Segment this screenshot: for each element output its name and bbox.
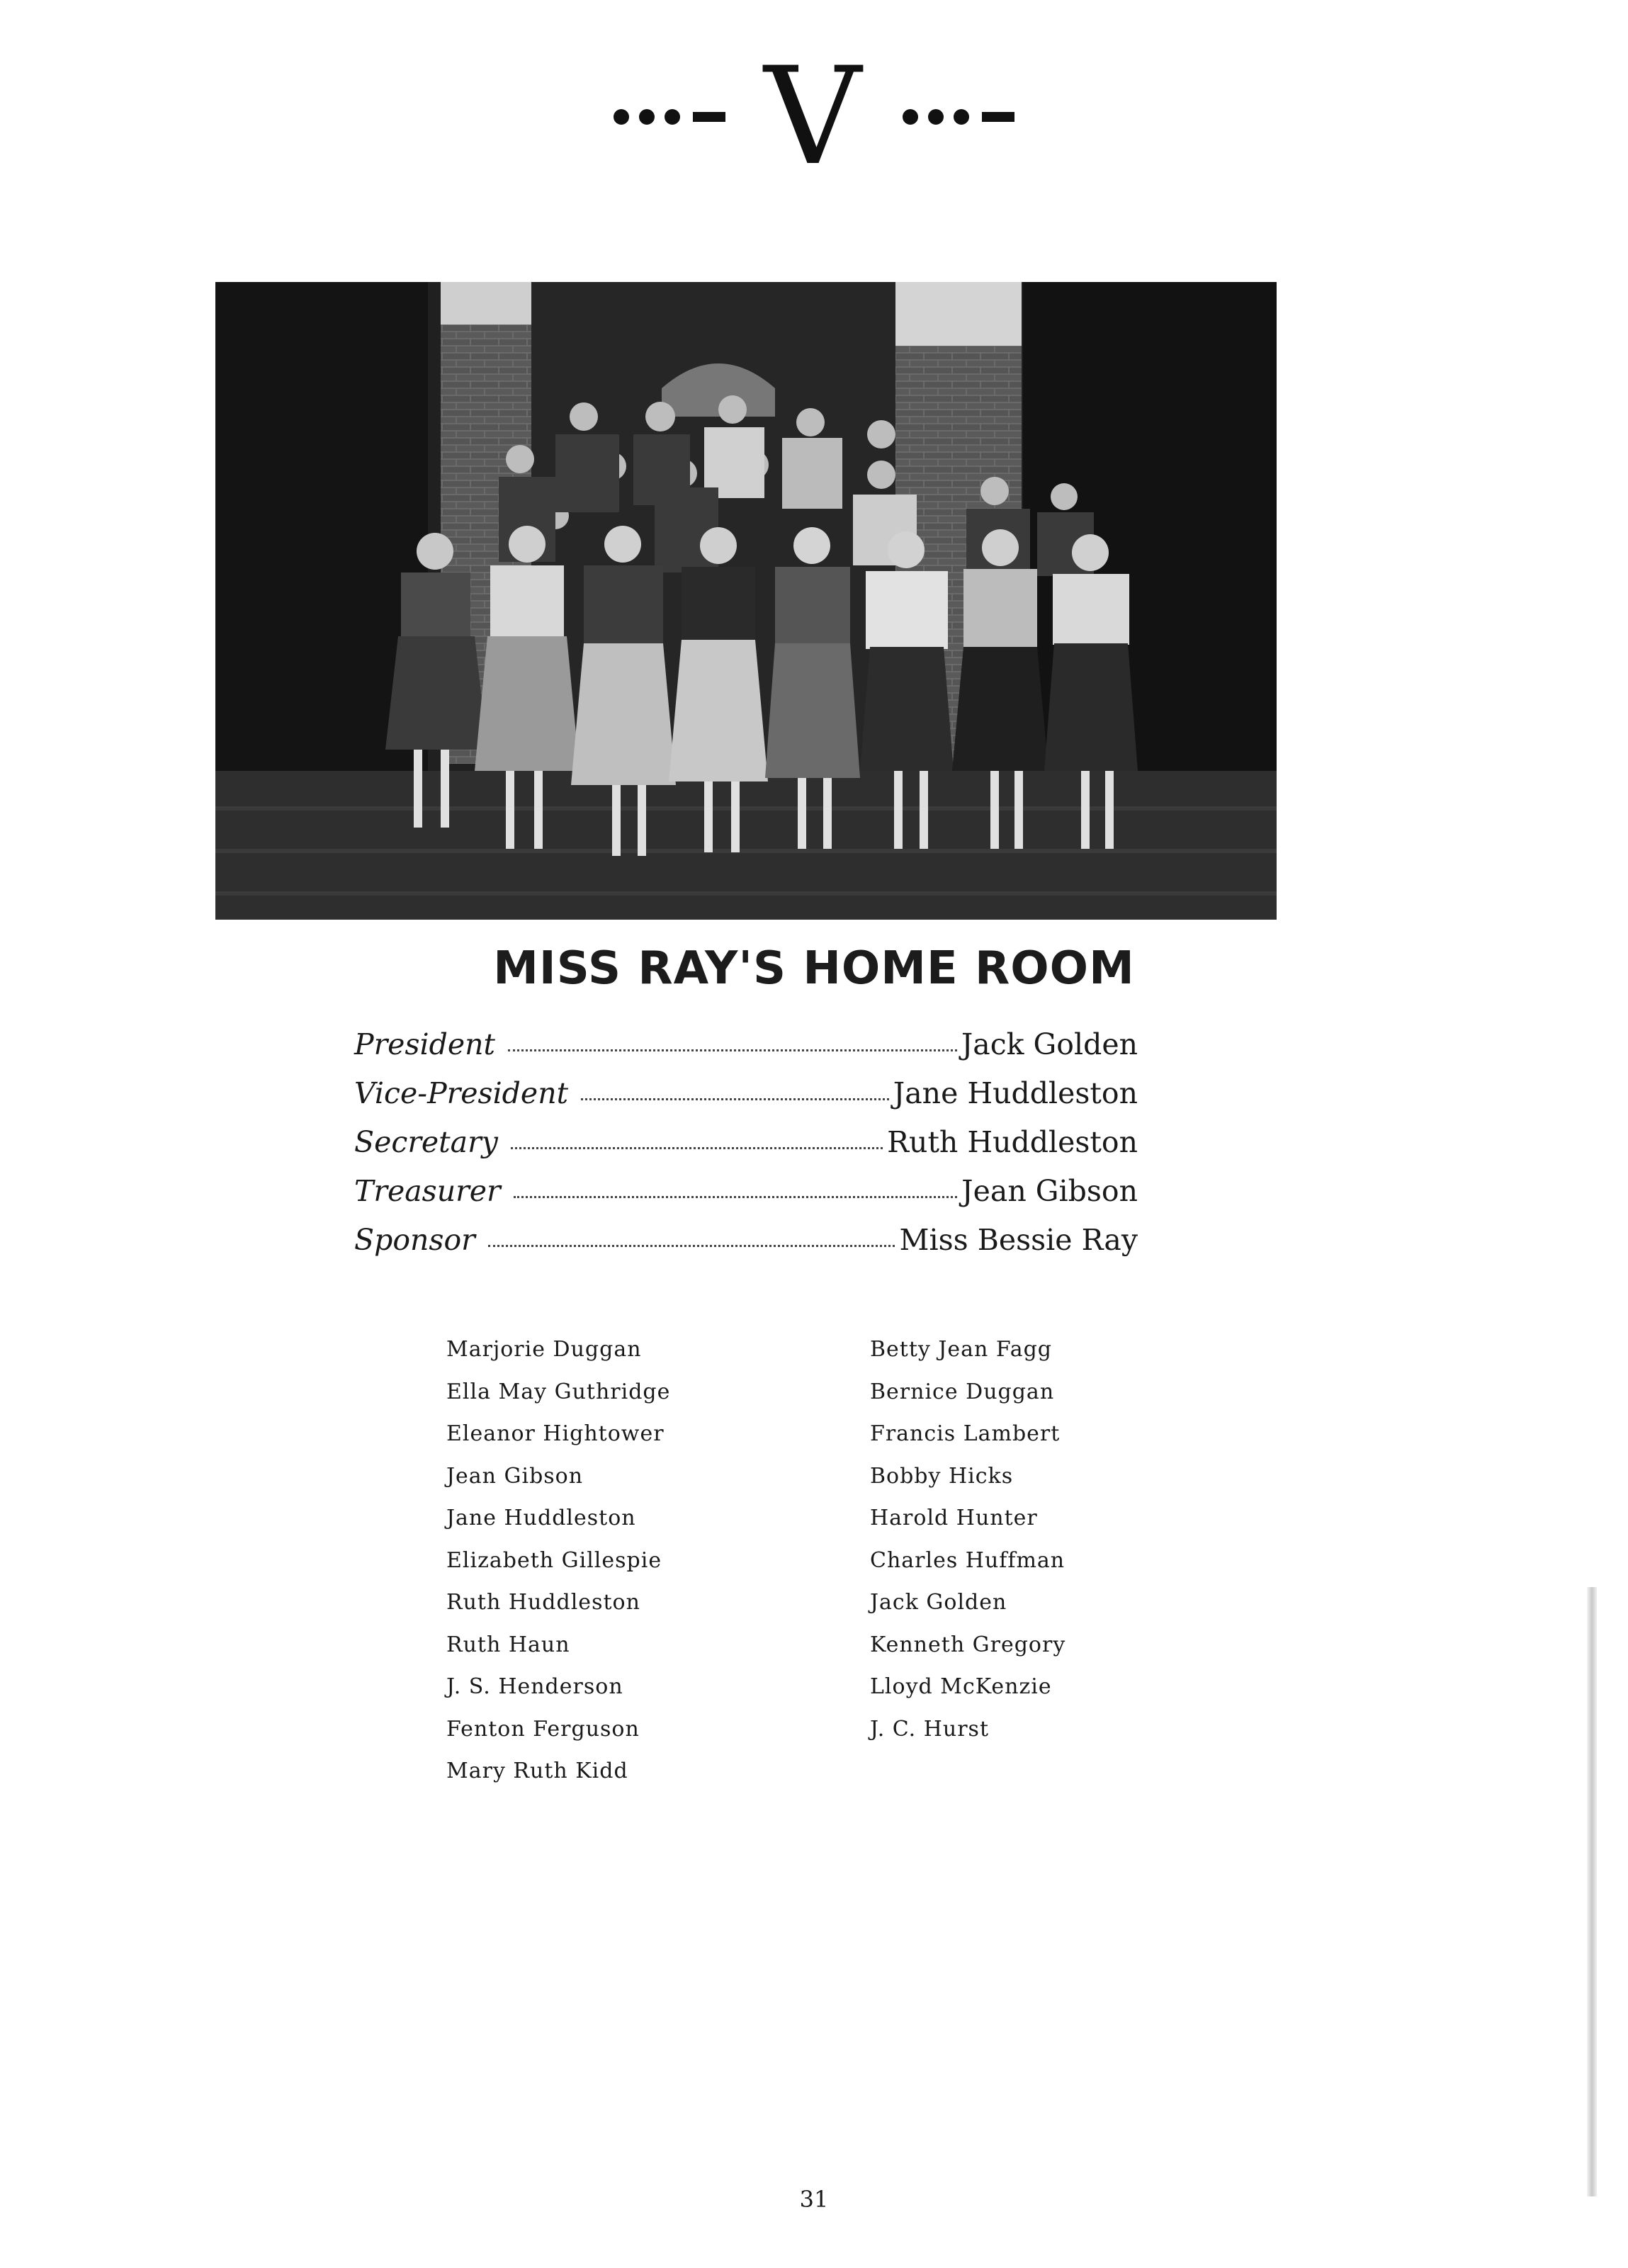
dot-leader <box>511 1140 883 1149</box>
morse-dot <box>954 109 969 125</box>
morse-dash <box>693 112 725 122</box>
roster-name: Charles Huffman <box>870 1547 1065 1573</box>
morse-code-right <box>903 109 1014 125</box>
morse-v-heading <box>0 38 1628 195</box>
roster-name: Bobby Hicks <box>870 1463 1014 1489</box>
officer-row <box>354 1027 1138 1076</box>
officer-role: Sponsor <box>354 1223 475 1257</box>
class-group-photo <box>215 282 1277 920</box>
page-edge-shadow <box>1587 1587 1597 2196</box>
roster-name: Fenton Ferguson <box>446 1716 640 1742</box>
roster-name: J. S. Henderson <box>446 1674 623 1699</box>
roster-name: Eleanor Hightower <box>446 1421 665 1446</box>
officer-name: Jane Huddleston <box>893 1076 1138 1110</box>
roster-column-right <box>870 1328 1065 1750</box>
morse-dash <box>982 112 1014 122</box>
morse-dot <box>614 109 629 125</box>
officer-name: Ruth Huddleston <box>887 1125 1138 1159</box>
roster-name: Betty Jean Fagg <box>870 1337 1052 1362</box>
roster-name: Jean Gibson <box>446 1463 584 1489</box>
roster-name: Bernice Duggan <box>870 1379 1055 1404</box>
roster-name: J. C. Hurst <box>870 1716 990 1742</box>
roster-name: Harold Hunter <box>870 1506 1038 1530</box>
section-letter: V <box>764 38 861 195</box>
officer-name: Jean Gibson <box>961 1174 1138 1208</box>
page-title: MISS RAY'S HOME ROOM <box>493 942 1135 995</box>
dot-leader <box>514 1189 958 1198</box>
roster-name: Lloyd McKenzie <box>870 1674 1052 1699</box>
morse-dot <box>639 109 655 125</box>
roster-name: Jane Huddleston <box>446 1506 636 1530</box>
page-number: 31 <box>799 2186 829 2213</box>
roster-name: Jack Golden <box>870 1590 1007 1615</box>
morse-dot <box>928 109 944 125</box>
officer-row <box>354 1174 1138 1223</box>
photo-illustration <box>215 282 1277 920</box>
officer-row <box>354 1223 1138 1272</box>
officers-list <box>354 1027 1138 1272</box>
officer-role: Vice-President <box>354 1076 569 1110</box>
roster-name: Ruth Haun <box>446 1632 570 1657</box>
roster-name: Francis Lambert <box>870 1421 1061 1446</box>
dot-leader <box>488 1238 895 1247</box>
roster-column-left <box>446 1328 670 1793</box>
morse-dot <box>903 109 918 125</box>
officer-row <box>354 1125 1138 1174</box>
officer-row <box>354 1076 1138 1125</box>
roster-name: Kenneth Gregory <box>870 1632 1066 1657</box>
officer-name: Miss Bessie Ray <box>899 1223 1138 1257</box>
morse-dot <box>665 109 680 125</box>
officer-role: President <box>354 1027 495 1061</box>
roster-name: Ella May Guthridge <box>446 1379 671 1404</box>
roster-name: Marjorie Duggan <box>446 1337 642 1362</box>
dot-leader <box>581 1091 889 1100</box>
officer-name: Jack Golden <box>961 1027 1138 1061</box>
roster-name: Mary Ruth Kidd <box>446 1759 628 1783</box>
dot-leader <box>508 1042 957 1051</box>
morse-code-left <box>614 109 725 125</box>
roster-name: Ruth Huddleston <box>446 1590 640 1615</box>
officer-role: Treasurer <box>354 1174 501 1208</box>
officer-role: Secretary <box>354 1125 498 1159</box>
roster-name: Elizabeth Gillespie <box>446 1547 662 1573</box>
